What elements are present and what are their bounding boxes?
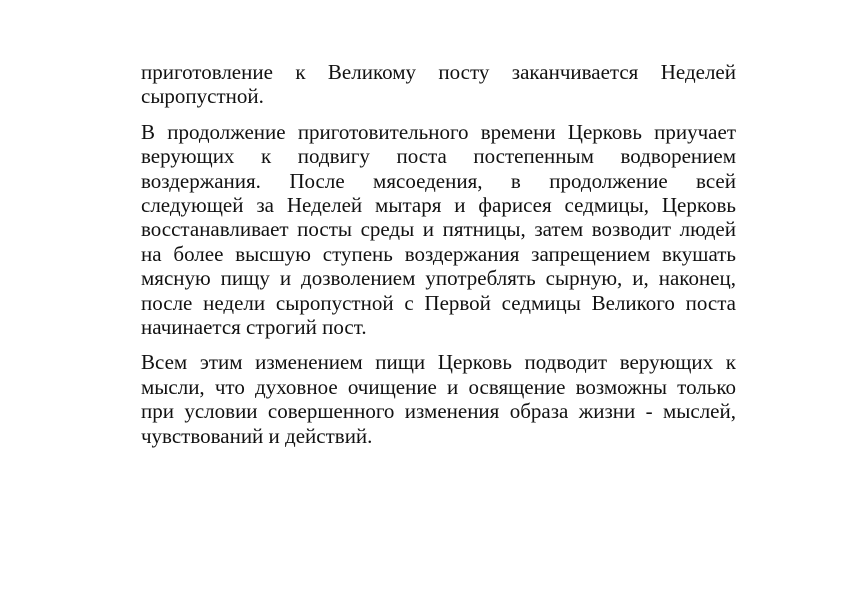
paragraph-line: после недели сыропустной с Первой седмицы Великого поста — [141, 290, 736, 315]
body-text — [141, 60, 736, 448]
paragraph-line: верующих к подвигу поста постепенным водворением — [141, 144, 736, 169]
paragraph-line: В продолжение приготовительного времени Церковь приучает — [141, 119, 736, 144]
paragraph-line: мясную пищу и дозволением употреблять сырную, и, наконец, — [141, 266, 736, 291]
paragraph-1 — [141, 60, 736, 109]
paragraph-3 — [141, 350, 736, 448]
paragraph-line: начинается строгий пост. — [141, 315, 367, 340]
paragraph-line: сыропустной. — [141, 84, 264, 109]
paragraph-line: на более высшую ступень воздержания запрещением вкушать — [141, 241, 736, 266]
paragraph-line: следующей за Неделей мытаря и фарисея седмицы, Церковь — [141, 193, 736, 218]
paragraph-line: чувствований и действий. — [141, 423, 373, 448]
paragraph-line: мысли, что духовное очищение и освящение возможны только — [141, 374, 736, 399]
paragraph-2 — [141, 120, 736, 340]
paragraph-line: восстанавливает посты среды и пятницы, затем возводит людей — [141, 217, 736, 242]
paragraph-line: Всем этим изменением пищи Церковь подводит верующих к — [141, 350, 736, 375]
paragraph-line: воздержания. После мясоедения, в продолжение всей — [141, 168, 736, 193]
paragraph-line: приготовление к Великому посту заканчивается Неделей — [141, 60, 736, 84]
paragraph-line: при условии совершенного изменения образа жизни - мыслей, — [141, 399, 736, 424]
